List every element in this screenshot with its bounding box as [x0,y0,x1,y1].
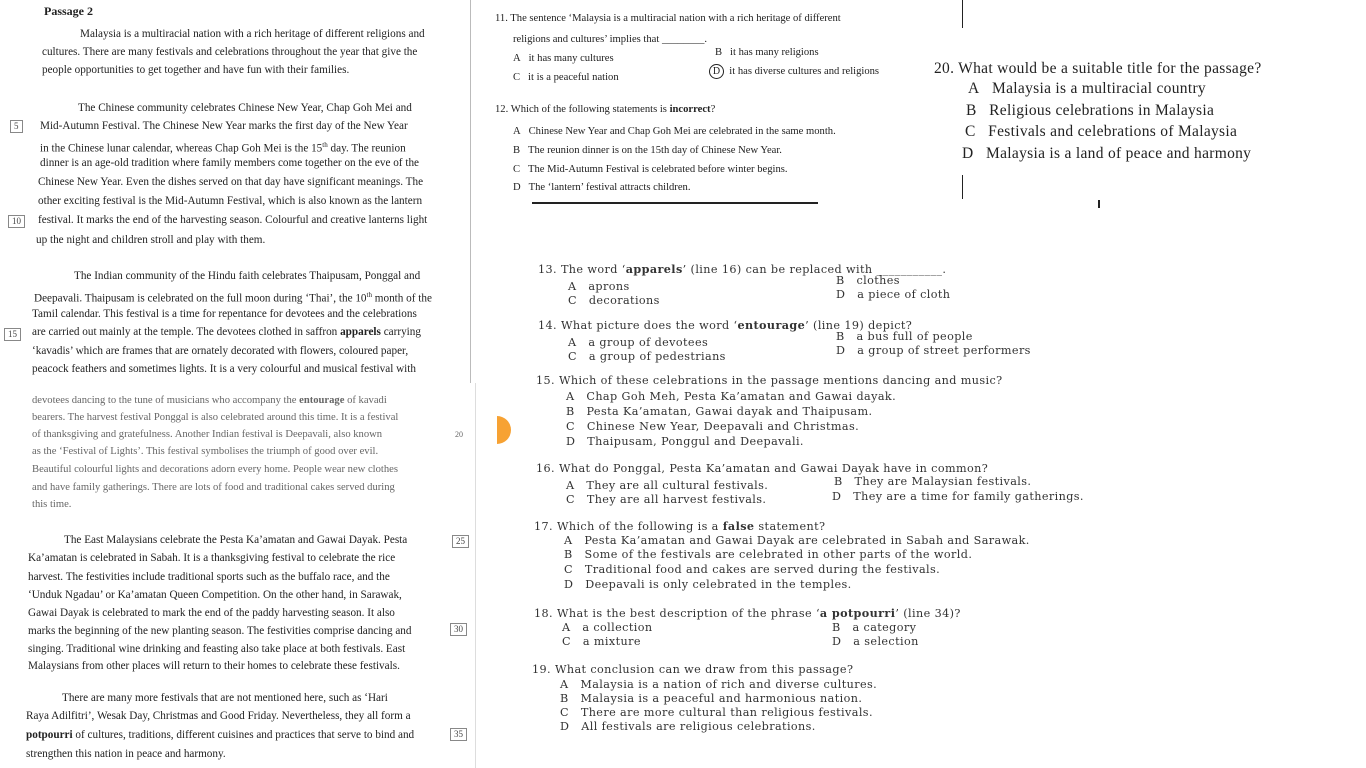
para2-line8: up the night and children stroll and play with them. [36,234,266,246]
para5-line2: Raya Adilfitri’, Wesak Day, Christmas and Good Friday. Nevertheless, they all form a [26,710,411,722]
line-number-30: 30 [450,623,467,636]
para4-line5: Gawai Dayak is celebrated to mark the end of the paddy harvesting season. It also [28,607,395,619]
q11-stem-line2: religions and cultures’ implies that ________. [513,34,708,45]
q18-option-d[interactable]: D a selection [832,635,919,648]
line-number-5: 5 [10,120,23,133]
q14-stem: 14. What picture does the word ‘entourage’ (line 19) depict? [538,318,913,332]
q17-option-b[interactable]: B Some of the festivals are celebrated in other parts of the world. [564,548,973,561]
q18-stem: 18. What is the best description of the phrase ‘a potpourri’ (line 34)? [534,606,961,620]
para3-line5: ‘kavadis’ which are frames that are ornately decorated with flowers, coloured paper, [32,345,409,357]
para3b-line2: bearers. The harvest festival Ponggal is also celebrated around this time. It is a festival [32,412,399,423]
q20-option-b[interactable]: B Religious celebrations in Malaysia [966,102,1215,119]
para1-line3: people opportunities to get together and have fun with their families. [42,64,350,76]
orange-tab-marker [497,416,511,444]
line-number-35: 35 [450,728,467,741]
q14-option-b[interactable]: B a bus full of people [836,330,973,343]
q14-option-c[interactable]: C a group of pedestrians [568,350,726,363]
q20-top-rule [962,0,963,28]
para4-line2: Ka’amatan is celebrated in Sabah. It is a thanksgiving festival to celebrate the rice [28,552,396,564]
para3-line2: Deepavali. Thaipusam is celebrated on the full moon during ‘Thai’, the 10th month of the [34,291,432,305]
q17-option-c[interactable]: C Traditional food and cakes are served during the festivals. [564,563,941,576]
q20-option-c[interactable]: C Festivals and celebrations of Malaysia [965,123,1238,140]
q19-option-b[interactable]: B Malaysia is a peaceful and harmonious nation. [560,692,863,705]
para3b-line6: and have family gatherings. There are lots of food and traditional cakes served during [32,482,395,493]
q13-option-a[interactable]: A aprons [568,280,630,293]
para3b-line3: of thanksgiving and gratefulness. Another Indian festival is Deepavali, also known [32,429,383,440]
q15-option-b[interactable]: B Pesta Ka’amatan, Gawai dayak and Thaipusam. [566,405,873,418]
q15-option-c[interactable]: C Chinese New Year, Deepavali and Christmas. [566,420,860,433]
para1-line1: Malaysia is a multiracial nation with a rich heritage of different religions and [80,28,425,40]
q17-stem: 17. Which of the following is a false statement? [534,519,826,533]
para3-line3: Tamil calendar. This festival is a time for repentance for devotees and the celebrations [32,308,417,320]
q18-option-c[interactable]: C a mixture [562,635,641,648]
q16-stem: 16. What do Ponggal, Pesta Ka’amatan and Gawai Dayak have in common? [536,462,989,475]
para4-line4: ‘Unduk Ngadau’ or Ka’amatan Queen Competition. On the other hand, in Sarawak, [28,589,402,601]
q12-option-d[interactable]: D The ‘lantern’ festival attracts children. [513,182,691,193]
q11-stem-line1: 11. The sentence ‘Malaysia is a multiracial nation with a rich heritage of different [495,13,841,24]
q17-option-a[interactable]: A Pesta Ka’amatan and Gawai Dayak are celebrated in Sabah and Sarawak. [564,534,1030,547]
q16-option-b[interactable]: B They are Malaysian festivals. [834,475,1032,488]
para2-line6: other exciting festival is the Mid-Autumn Festival, which is also known as the lantern [38,195,423,207]
column-divider-bottom [475,383,476,768]
para2-line3: in the Chinese lunar calendar, whereas Chap Goh Mei is the 15th day. The reunion [40,141,406,155]
q18-option-a[interactable]: A a collection [562,621,653,634]
q16-option-d[interactable]: D They are a time for family gatherings. [832,490,1084,503]
q20-stem: 20. What would be a suitable title for the passage? [934,60,1262,77]
q19-option-c[interactable]: C There are more cultural than religious festivals. [560,706,873,719]
line-number-15: 15 [4,328,21,341]
line-number-25: 25 [452,535,469,548]
q12-option-b[interactable]: B The reunion dinner is on the 15th day of Chinese New Year. [513,145,782,156]
para3b-line4: as the ‘Festival of Lights’. This festival symbolises the triumph of good over evil. [32,446,379,457]
para5-line4: strengthen this nation in peace and harmony. [26,748,226,760]
q14-option-d[interactable]: D a group of street performers [836,344,1031,357]
para3-line4: are carried out mainly at the temple. The devotees clothed in saffron apparels carrying [32,326,421,338]
para2-line5: Chinese New Year. Even the dishes served on that day have significant meanings. The [38,176,424,188]
para4-line8: Malaysians from other places will return to their homes to celebrate these festivals. [28,660,400,672]
para5-line1: There are many more festivals that are not mentioned here, such as ‘Hari [62,692,388,704]
q12-bottom-rule [532,202,818,204]
line-number-10: 10 [8,215,25,228]
para2-line7: festival. It marks the end of the harvesting season. Colourful and creative lanterns light [38,214,428,226]
q20-bottom-rule [962,175,963,199]
q11-option-c[interactable]: C it is a peaceful nation [513,72,619,83]
q13-option-c[interactable]: C decorations [568,294,660,307]
passage-title: Passage 2 [44,4,93,18]
para2-line2: Mid-Autumn Festival. The Chinese New Year marks the first day of the New Year [40,120,408,132]
q12-option-a[interactable]: A Chinese New Year and Chap Goh Mei are celebrated in the same month. [513,126,836,137]
page-corner-mark [1098,200,1100,208]
para5-line3: potpourri of cultures, traditions, different cuisines and practices that serve to bind and [26,729,415,741]
q15-option-d[interactable]: D Thaipusam, Ponggul and Deepavali. [566,435,804,448]
q20-option-a[interactable]: A Malaysia is a multiracial country [968,80,1206,97]
selected-answer-circle: D [709,64,724,79]
q11-option-d[interactable]: D it has diverse cultures and religions [709,64,879,79]
para2-line1: The Chinese community celebrates Chinese New Year, Chap Goh Mei and [78,102,412,114]
q19-option-a[interactable]: A Malaysia is a nation of rich and diverse cultures. [560,678,878,691]
q12-stem: 12. Which of the following statements is incorrect? [495,104,716,115]
para3-line1: The Indian community of the Hindu faith celebrates Thaipusam, Ponggal and [74,270,421,282]
q13-stem: 13. The word ‘apparels’ (line 16) can be replaced with ___________. [538,262,947,276]
q11-option-b[interactable]: B it has many religions [715,47,819,58]
q19-stem: 19. What conclusion can we draw from this passage? [532,663,854,676]
q14-option-a[interactable]: A a group of devotees [568,336,709,349]
q13-option-b[interactable]: B clothes [836,274,900,287]
q12-option-c[interactable]: C The Mid-Autumn Festival is celebrated before winter begins. [513,164,788,175]
q16-option-a[interactable]: A They are all cultural festivals. [566,479,769,492]
para1-line2: cultures. There are many festivals and celebrations throughout the year that give the [42,46,418,58]
column-divider-top [470,0,471,383]
q20-option-d[interactable]: D Malaysia is a land of peace and harmony [962,145,1252,162]
q16-option-c[interactable]: C They are all harvest festivals. [566,493,767,506]
para2-line4: dinner is an age-old tradition where family members come together on the eve of the [40,157,419,169]
q19-option-d[interactable]: D All festivals are religious celebrations. [560,720,816,733]
q17-option-d[interactable]: D Deepavali is only celebrated in the temples. [564,578,852,591]
para3b-line7: this time. [32,499,72,510]
line-number-20: 20 [455,430,463,439]
q11-option-a[interactable]: A it has many cultures [513,53,614,64]
para4-line3: harvest. The festivities include traditional sports such as the buffalo race, and the [28,571,390,583]
para3b-line5: Beautiful colourful lights and decorations adorn every home. People wear new clothes [32,464,398,475]
para4-line7: singing. Traditional wine drinking and feasting also take place at both festivals. East [28,643,406,655]
q15-stem: 15. Which of these celebrations in the passage mentions dancing and music? [536,374,1003,387]
para3-line6: peacock feathers and sometimes lights. It is a very colourful and musical festival with [32,363,416,375]
q15-option-a[interactable]: A Chap Goh Meh, Pesta Ka’amatan and Gawai dayak. [566,390,897,403]
q13-option-d[interactable]: D a piece of cloth [836,288,951,301]
para4-line1: The East Malaysians celebrate the Pesta Ka’amatan and Gawai Dayak. Pesta [64,534,408,546]
q18-option-b[interactable]: B a category [832,621,917,634]
para4-line6: marks the beginning of the new planting season. The festivities comprise dancing and [28,625,412,637]
para3b-line1: devotees dancing to the tune of musicians who accompany the entourage of kavadi [32,395,387,406]
